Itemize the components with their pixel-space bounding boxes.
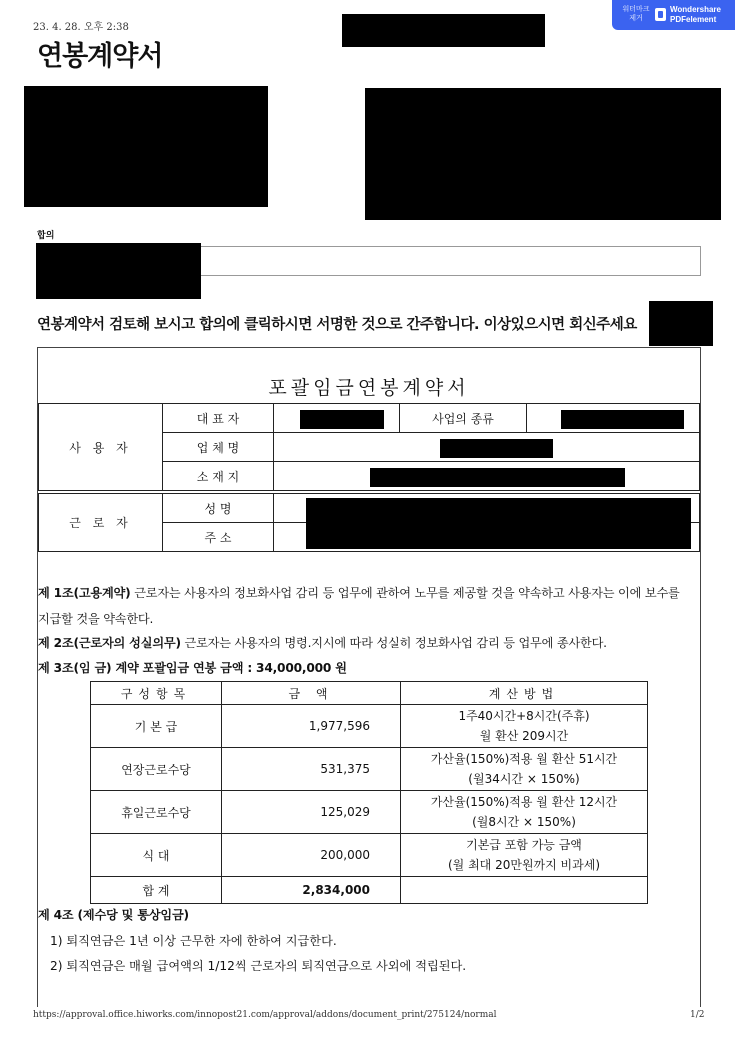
redacted-block [561, 410, 684, 429]
pay-total-amount: 2,834,000 [222, 877, 401, 904]
redacted-block [440, 439, 553, 458]
pay-calc-line: (월8시간 × 150%) [472, 815, 576, 829]
pay-total-calc [401, 877, 648, 904]
clause-2-heading: 제 2조(근로자의 성실의무) [38, 636, 181, 650]
table-row [91, 705, 648, 748]
redacted-block [306, 498, 691, 549]
pay-amount: 125,029 [222, 791, 401, 834]
footer-url: https://approval.office.hiworks.com/innopost21.com/approval/addons/document_print/275124/normal [33, 1010, 497, 1020]
clause-4-item-2: 2) 퇴직연금은 매월 급여액의 1/12씩 근로자의 퇴직연금으로 사외에 적립된다. [50, 959, 467, 973]
clause-3 [38, 659, 347, 676]
pay-calc-line: (월 최대 20만원까지 비과세) [448, 858, 600, 872]
table-row [91, 834, 648, 877]
print-timestamp: 23. 4. 28. 오후 2:38 [33, 22, 129, 33]
clause-1-heading: 제 1조(고용계약) [38, 586, 131, 600]
pay-calc-line: 가산율(150%)적용 월 환산 51시간 [430, 752, 618, 766]
employee-label: 근 로 자 [39, 494, 163, 552]
clause-3-heading: 제 3조(임 금) 계약 포괄임금 연봉 금액 : 34,000,000 원 [38, 661, 347, 675]
redacted-block [649, 301, 713, 346]
pay-amount: 531,375 [222, 748, 401, 791]
employee-name-label: 성 명 [163, 494, 274, 523]
table-row-total [91, 877, 648, 904]
contract-title: 포괄임금연봉계약서 [268, 377, 470, 399]
representative-label: 대 표 자 [163, 404, 274, 433]
document-title: 연봉계약서 [37, 41, 163, 72]
table-row [91, 748, 648, 791]
redacted-block [365, 88, 721, 220]
clause-1-continued: 지급할 것을 약속한다. [38, 612, 154, 626]
notice-text: 연봉계약서 검토해 보시고 합의에 클릭하시면 서명한 것으로 간주합니다. 이상있으시면 회신주세요 [37, 317, 637, 333]
brand-line-2: PDFelement [670, 15, 717, 24]
employer-label: 사 용 자 [39, 404, 163, 491]
employer-address-label: 소 재 지 [163, 462, 274, 491]
pay-item: 휴일근로수당 [91, 791, 222, 834]
pay-calc-line: 기본급 포함 가능 금액 [466, 838, 582, 852]
pay-table [90, 681, 648, 904]
pay-header-item: 구성항목 [91, 682, 222, 705]
pay-item: 식 대 [91, 834, 222, 877]
brand-name [670, 5, 721, 25]
employee-address-label: 주 소 [163, 523, 274, 552]
redacted-block [342, 14, 545, 47]
watermark-remove-label[interactable]: 워터마크 제거 [622, 5, 650, 22]
pay-total-label: 합 계 [91, 877, 222, 904]
company-name-label: 업 체 명 [163, 433, 274, 462]
clause-2-text: 근로자는 사용자의 명령.지시에 따라 성실히 정보화사업 감리 등 업무에 종사한다. [180, 636, 607, 650]
pdfelement-logo-icon [655, 8, 666, 21]
clause-1 [38, 584, 680, 601]
clause-4-heading-text: 제 4조 (제수당 및 통상임금) [38, 908, 189, 922]
page-number: 1/2 [690, 1010, 705, 1020]
clause-1-text: 근로자는 사용자의 정보화사업 감리 등 업무에 관하여 노무를 제공할 것을 약속하고 사용자는 이에 보수를 [130, 586, 680, 600]
brand-line-1: Wondershare [670, 5, 721, 14]
pay-header-calc: 계산방법 [401, 682, 648, 705]
redacted-block [24, 86, 268, 207]
redacted-block [300, 410, 384, 429]
pay-item: 기 본 급 [91, 705, 222, 748]
pay-calc [401, 705, 648, 748]
pay-calc-line: 월 환산 209시간 [479, 729, 569, 743]
clause-2 [38, 634, 607, 651]
pay-calc-line: (월34시간 × 150%) [468, 772, 580, 786]
table-row [91, 791, 648, 834]
agree-label: 합의 [37, 231, 55, 241]
redacted-block [36, 243, 201, 299]
redacted-block [370, 468, 625, 487]
pay-item: 연장근로수당 [91, 748, 222, 791]
pdfelement-watermark-badge[interactable] [612, 0, 735, 30]
pay-calc [401, 791, 648, 834]
pay-header-amount: 금 액 [222, 682, 401, 705]
pay-amount: 1,977,596 [222, 705, 401, 748]
pay-calc [401, 748, 648, 791]
pay-amount: 200,000 [222, 834, 401, 877]
pay-calc [401, 834, 648, 877]
clause-4-item-1: 1) 퇴직연금은 1년 이상 근무한 자에 한하여 지급한다. [50, 934, 337, 948]
business-type-label: 사업의 종류 [400, 404, 527, 433]
pay-calc-line: 가산율(150%)적용 월 환산 12시간 [430, 795, 618, 809]
pay-calc-line: 1주40시간+8시간(주휴) [458, 709, 590, 723]
clause-4-heading [38, 906, 189, 923]
